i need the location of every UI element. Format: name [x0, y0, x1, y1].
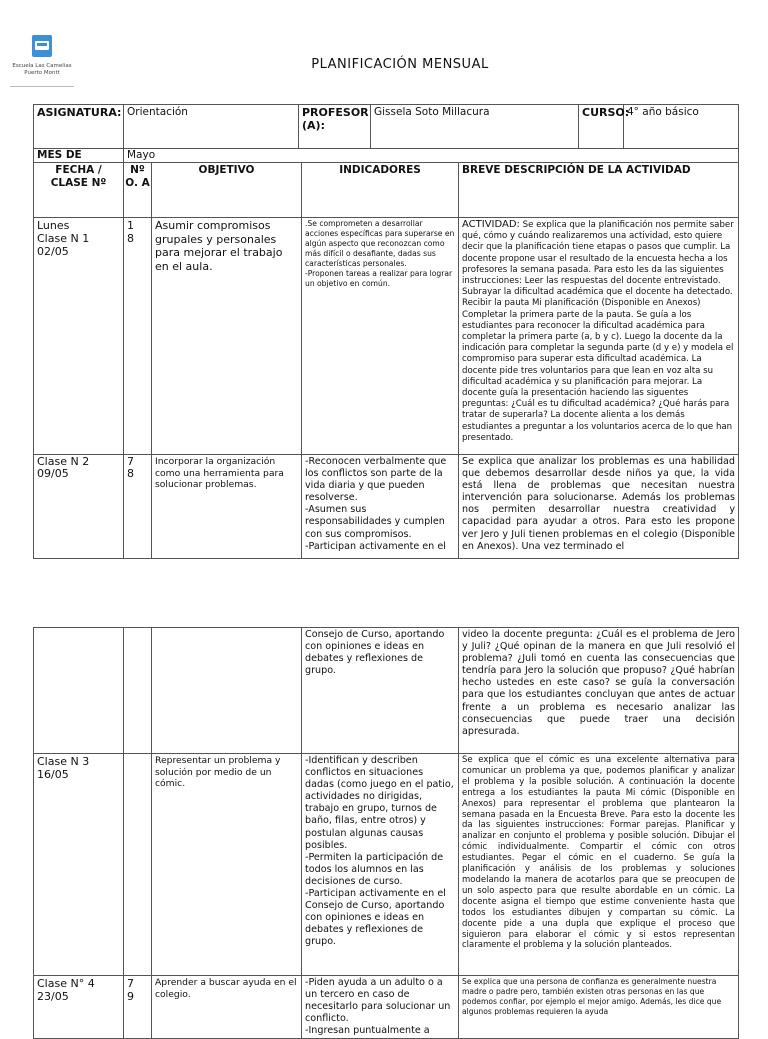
page-gap [0, 560, 768, 600]
table-row [34, 218, 739, 455]
row5-indicadores: -Piden ayuda a un adulto o a un tercero en caso de necesitarlo para solucionar un conflicto. -Ingresan puntualmente a [302, 976, 459, 1039]
row4-fecha: Clase N 3 16/05 [34, 754, 124, 976]
table-row [34, 976, 739, 1039]
asignatura-value: Orientación [124, 105, 299, 149]
row2-indicadores-text: -Reconocen verbalmente que los conflictos son parte de la vida diaria y que pueden resolverse. -Asumen sus responsabilidades y cumplen con sus compromisos. -Participan activamente en el [305, 456, 447, 552]
document-page-2 [0, 600, 768, 1037]
row3-fecha [34, 628, 124, 754]
row1-indicadores: .Se comprometen a desarrollar acciones específicas para superarse en algún aspecto que reconozcan como más difícil o desafiante, dadas sus características personales. -Proponen tareas a realizar para lograr un objetivo en común. [302, 218, 459, 455]
row4-num [124, 754, 152, 976]
row3-objetivo [152, 628, 302, 754]
row2-actividad [459, 455, 739, 559]
row5-fecha: Clase N° 4 23/05 [34, 976, 124, 1039]
row2-indicadores [302, 455, 459, 559]
row1-num: 1 8 [124, 218, 152, 455]
row4-actividad: Se explica que el cómic es una excelente alternativa para comunicar un problema ya que, podemos planificar y analizar el problema y la posible solución. A continuación la docente entrega a los estudiantes la pauta Mi cómic (Disponible en Anexos) para representar el problema que plantearon la semana pasada en la Encuesta Breve. Para esto la docente les da las siguientes instrucciones: Formar parejas. Planificar y analizar en conjunto el problema y posible solución. Dibujar el cómic individualmente. Compartir el cómic con otros estudiantes. Pegar el cómic en el cuaderno. Se guía la planificación y análisis de los problemas y soluciones modelando la manera de acotarlos para que se preocupen de un solo aspecto para que resulte abordable en un cómic. La docente asigna el tiempo que estime conveniente hasta que todos los estudiantes dibujen y compartan su cómic. La docente pide a una dupla que explique el proceso que siguieron para elaborar el cómic y si estos representan claramente el problema y la solución planteados. [459, 754, 739, 976]
school-crest-icon [32, 35, 52, 57]
row4-objetivo: Representar un problema y solución por medio de un cómic. [152, 754, 302, 976]
logo-text-line2: Puerto Montt [24, 70, 60, 76]
header-indicadores: INDICADORES [302, 163, 459, 218]
row3-actividad: video la docente pregunta: ¿Cuál es el problema de Jero y Juli? ¿Qué opinan de la manera en que Juli resolvió el problema? ¿Juli tomó en cuenta las consecuencias que tendría para Jero la solución que propuso? ¿Qué habrían hecho ustedes en este caso? se guía la conversación para que los estudiantes concluyan que antes de actuar frente a un problema es necesario analizar las consecuencias que puede traer una decisión apresurada. [459, 628, 739, 754]
table-row [34, 628, 739, 754]
row1-actividad-text: Se explica que la planificación nos permite saber qué, cómo y cuándo realizaremos una actividad, esto quiere decir que la planificación tiene etapas o pasos que cumplir. La docente propone usar el resultado de la encuesta hecha a los profesores la semana pasada. Para esto les da las siguientes instrucciones: Leer las respuestas del docente entrevistado. Subrayar la dificultad académica que el docente ha detectado. Recibir la pauta Mi planificación (Disponible en Anexos) Completar la primera parte de la pauta. Se guía a los estudiantes para reconocer la dificultad académica para completar la primera parte (a, b y c). Luego la docente da la indicación para completar la segunda parte (d y e) y modela el compromiso para superar esta dificultad académica. La docente pide tres voluntarios para que lean en voz alta su dificultad académica y su planificación para mejorar. La docente guía la presentación haciendo las siguentes preguntas: ¿Cuál es tu dificultad académica? ¿Qué harás para tratar de superarla? La docente alienta a los demás estudiantes a preguntar a los voluntarios acerca de lo que han presentado. [462, 220, 734, 443]
row3-indicadores: Consejo de Curso, aportando con opiniones e ideas en debates y reflexiones de grupo. [302, 628, 459, 754]
page-title: PLANIFICACIÓN MENSUAL [311, 57, 489, 72]
row5-num: 7 9 [124, 976, 152, 1039]
school-logo [10, 30, 74, 87]
row1-actividad [459, 218, 739, 455]
header-descripcion: BREVE DESCRIPCIÓN DE LA ACTIVIDAD [459, 163, 739, 218]
row2-objetivo: Incorporar la organización como una herramienta para solucionar problemas. [152, 455, 302, 559]
table-row [34, 754, 739, 976]
row2-num: 7 8 [124, 455, 152, 559]
mes-label: MES DE [34, 149, 124, 163]
row2-actividad-text: Se explica que analizar los problemas es una habilidad que debemos desarrollar desde niños ya que, la vida está llena de problemas que necesitan nuestra intervención para solucionarse. Además los problemas nos permiten desarrollar nuestra creatividad y capacidad para ayudar a otros. Para esto les propone ver Jero y Juli tienen problemas en el colegio (Disponible en Anexos). Una vez terminado el [462, 456, 736, 552]
logo-text-line1: Escuela Las Camelias [12, 63, 72, 69]
curso-label: CURSO: [579, 105, 624, 149]
row5-objetivo: Aprender a buscar ayuda en el colegio. [152, 976, 302, 1039]
row1-objetivo: Asumir compromisos grupales y personales para mejorar el trabajo en el aula. [152, 218, 302, 455]
header-num: Nº O. A [124, 163, 152, 218]
planning-table-page2 [33, 627, 739, 1039]
curso-value: 4° año básico [624, 105, 739, 149]
asignatura-label: ASIGNATURA: [34, 105, 124, 149]
row4-indicadores: -Identifican y describen conflictos en situaciones dadas (como juego en el patio, actividades no dirigidas, trabajo en grupo, turnos de baño, filas, entre otros) y postulan algunas causas posibles. -Permiten la participación de todos los alumnos en las decisiones de curso. -Participan activamente en el Consejo de Curso, aportando con opiniones e ideas en debates y reflexiones de grupo. [302, 754, 459, 976]
header-fecha: FECHA / CLASE Nº [34, 163, 124, 218]
info-table [33, 104, 739, 149]
profesor-label: PROFESOR (A): [299, 105, 371, 149]
row1-fecha: Lunes Clase N 1 02/05 [34, 218, 124, 455]
row2-fecha: Clase N 2 09/05 [34, 455, 124, 559]
mes-value: Mayo [124, 149, 739, 163]
row5-actividad: Se explica que una persona de confianza es generalmente nuestra madre o padre pero, también existen otras personas en las que podemos confiar, por ejemplo el mejor amigo. Además, les dice que algunos problemas requieren la ayuda [459, 976, 739, 1039]
header-objetivo: OBJETIVO [152, 163, 302, 218]
profesor-value: Gissela Soto Millacura [371, 105, 579, 149]
table-row [34, 455, 739, 559]
row1-actividad-lead: ACTIVIDAD: [462, 219, 520, 230]
planning-table-page1 [33, 148, 739, 559]
row3-num [124, 628, 152, 754]
